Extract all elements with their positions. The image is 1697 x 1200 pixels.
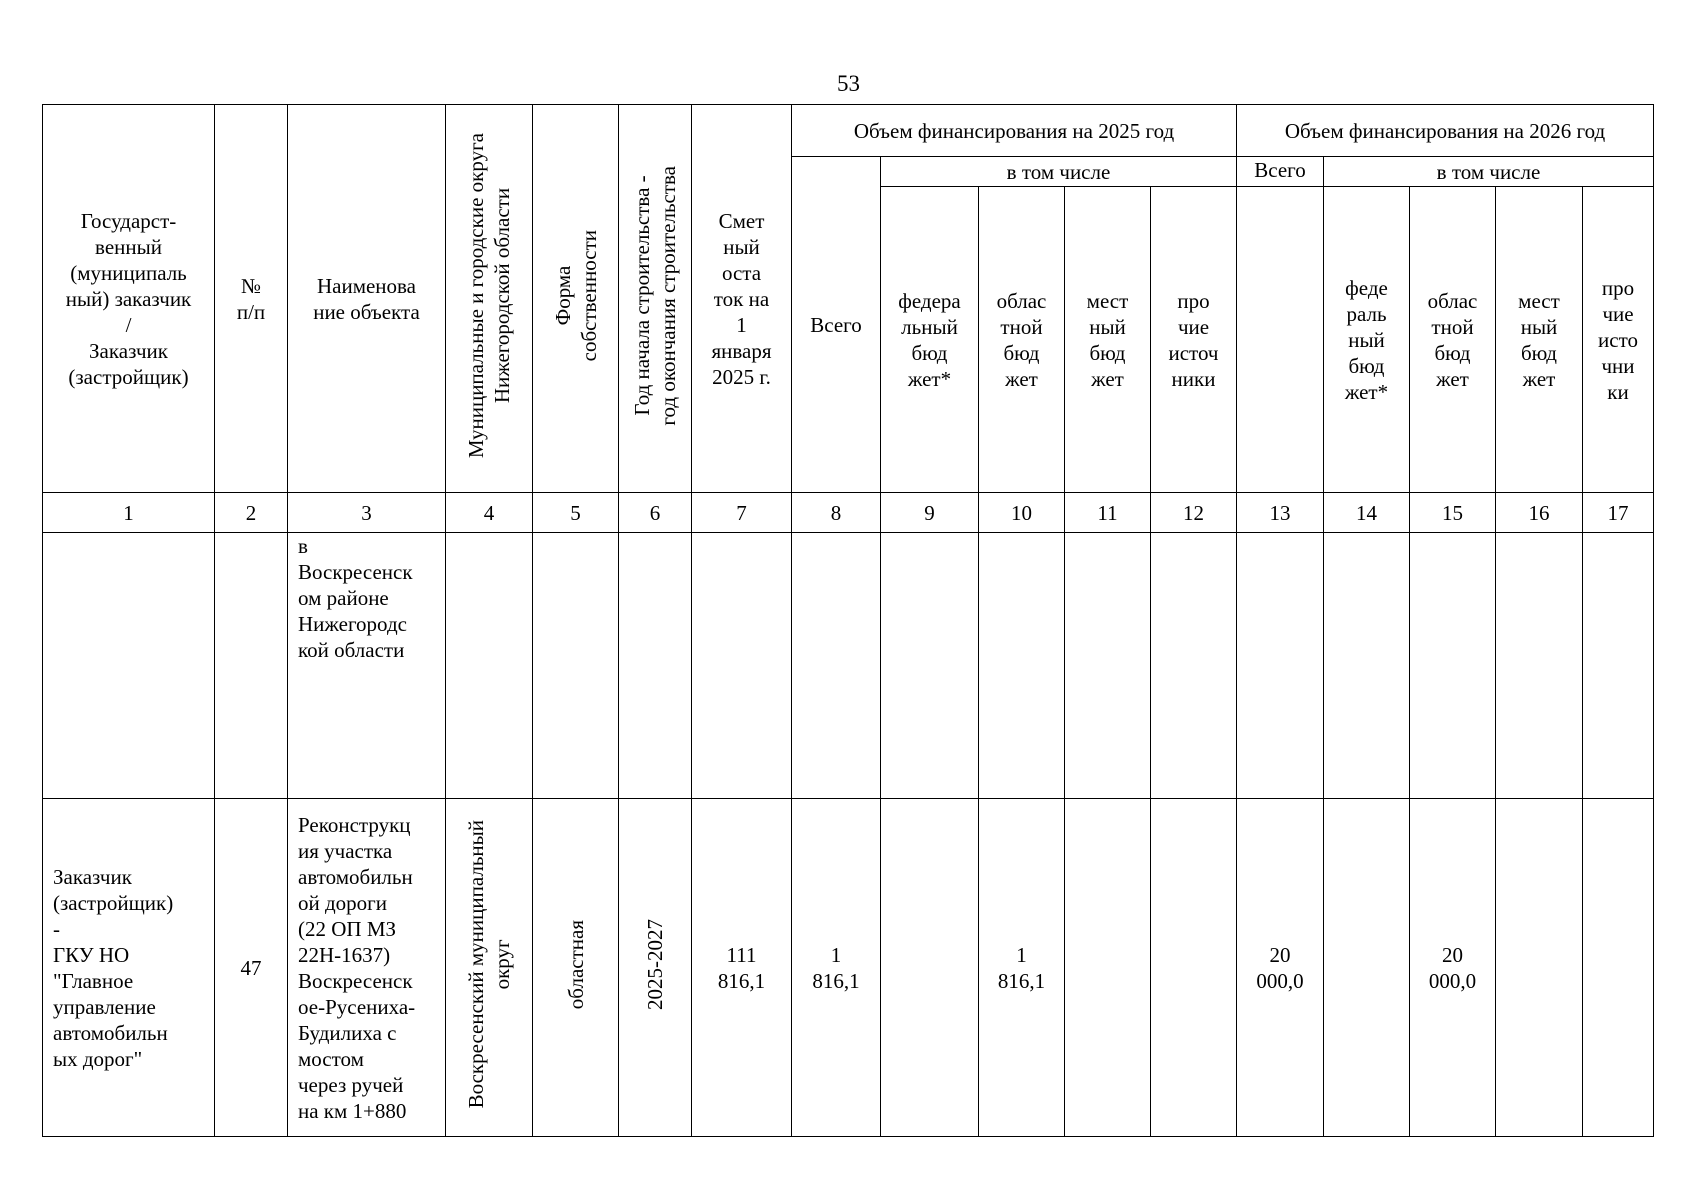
cell-estimate [692,533,792,799]
cell-years [619,533,692,799]
column-number: 14 [1324,493,1410,533]
header-ownership-cell [533,105,619,493]
column-number: 11 [1065,493,1151,533]
header-district-cell [446,105,533,493]
column-number: 2 [215,493,288,533]
cell-regional-2026 [1410,533,1496,799]
cell-object-name: в Воскресенск ом районе Нижегородс кой области [288,533,446,799]
cell-federal-2025 [881,533,979,799]
table-row [43,533,1654,799]
header-ownership: Форма собственности [550,229,601,362]
column-number: 17 [1583,493,1654,533]
header-other-2026: про чие исто чни ки [1583,187,1654,493]
cell-regional-2026: 20 000,0 [1410,799,1496,1137]
cell-total-2025: 1 816,1 [792,799,881,1137]
header-group-2025: Объем финансирования на 2025 год [792,105,1237,157]
header-including-2025: в том числе [881,157,1237,187]
cell-customer: Заказчик (застройщик) - ГКУ НО "Главное управление автомобильн ых дорог" [43,799,215,1137]
header-object-name: Наименова ние объекта [288,105,446,493]
header-including-2026: в том числе [1324,157,1654,187]
cell-district: Воскресенский муниципальный округ [464,820,514,1109]
column-number: 15 [1410,493,1496,533]
header-total-2026: Всего [1237,157,1324,187]
column-number: 4 [446,493,533,533]
cell-customer [43,533,215,799]
cell-other-2026 [1583,799,1654,1137]
header-estimate: Смет ный оста ток на 1 января 2025 г. [692,105,792,493]
column-number: 12 [1151,493,1237,533]
cell-number: 47 [215,799,288,1137]
table-row [43,799,1654,1137]
header-regional-2025: облас тной бюд жет [979,187,1065,493]
cell-regional-2025: 1 816,1 [979,799,1065,1137]
cell-years: 2025-2027 [643,919,667,1010]
cell-local-2026 [1496,533,1583,799]
cell-federal-2026 [1324,799,1410,1137]
column-number: 5 [533,493,619,533]
header-district: Муниципальные и городские округа Нижегородской области [464,132,514,459]
cell-local-2025 [1065,533,1151,799]
column-number: 7 [692,493,792,533]
cell-federal-2025 [881,799,979,1137]
cell-estimate: 111 816,1 [692,799,792,1137]
cell-total-2026: 20 000,0 [1237,799,1324,1137]
column-number: 8 [792,493,881,533]
header-federal-2026: феде раль ный бюд жет* [1324,187,1410,493]
cell-number [215,533,288,799]
cell-total-2025 [792,533,881,799]
header-local-2025: мест ный бюд жет [1065,187,1151,493]
header-years-cell [619,105,692,493]
column-number: 16 [1496,493,1583,533]
header-customer: Государст- венный (муниципаль ный) заказчик / Заказчик (застройщик) [43,105,215,493]
header-regional-2026: облас тной бюд жет [1410,187,1496,493]
column-number: 3 [288,493,446,533]
header-federal-2025: федера льный бюд жет* [881,187,979,493]
cell-total-2026 [1237,533,1324,799]
financing-table [42,104,1654,1137]
header-number: № п/п [215,105,288,493]
cell-regional-2025 [979,533,1065,799]
cell-federal-2026 [1324,533,1410,799]
cell-ownership: областная [563,919,588,1010]
column-number-row [43,493,1654,533]
cell-local-2025 [1065,799,1151,1137]
column-number: 6 [619,493,692,533]
cell-ownership-wrap [533,799,619,1137]
cell-other-2025 [1151,533,1237,799]
header-years: Год начала строительства - год окончания строительства [630,165,680,426]
page-number: 53 [837,71,860,96]
cell-other-2026 [1583,533,1654,799]
header-group-2026: Объем финансирования на 2026 год [1237,105,1654,157]
cell-years-wrap [619,799,692,1137]
cell-object-name: Реконструкц ия участка автомобильн ой дороги (22 ОП МЗ 22Н-1637) Воскресенск ое-Русениха- Будилиха с мостом через ручей на км 1+880 [288,799,446,1137]
cell-district [446,533,533,799]
header-other-2025: про чие источ ники [1151,187,1237,493]
column-number: 10 [979,493,1065,533]
cell-ownership [533,533,619,799]
header-total-2025: Всего [792,157,881,493]
cell-district-wrap [446,799,533,1137]
cell-local-2026 [1496,799,1583,1137]
column-number: 13 [1237,493,1324,533]
header-local-2026: мест ный бюд жет [1496,187,1583,493]
cell-other-2025 [1151,799,1237,1137]
column-number: 9 [881,493,979,533]
column-number: 1 [43,493,215,533]
header-total-2026-empty [1237,187,1324,493]
